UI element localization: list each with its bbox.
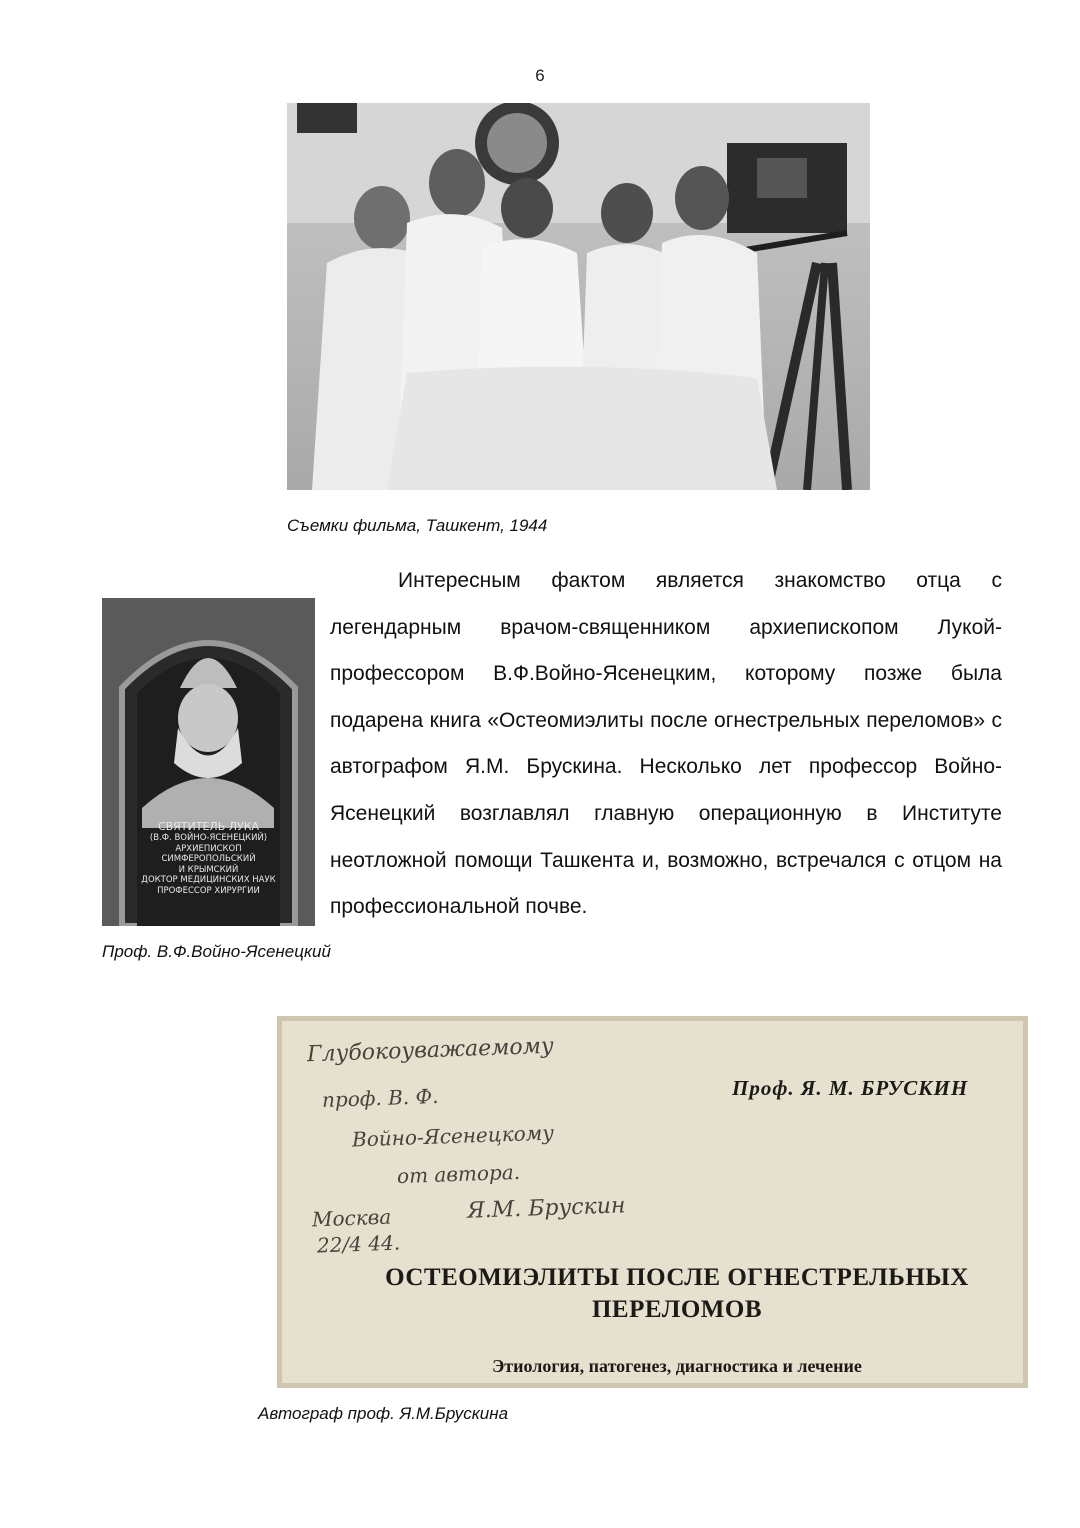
plaque-line: ПРОФЕССОР ХИРУРГИИ xyxy=(157,885,260,896)
book-subtitle: Этиология, патогенез, диагностика и лечение xyxy=(492,1356,862,1376)
book-author: Проф. Я. М. БРУСКИН xyxy=(732,1076,969,1100)
film-shooting-photo xyxy=(287,103,870,490)
book-title xyxy=(317,1262,1028,1326)
book-title-line: ПЕРЕЛОМОВ xyxy=(591,1296,763,1323)
plaque-photo xyxy=(102,598,315,926)
plaque-line: СИМФЕРОПОЛЬСКИЙ xyxy=(161,854,256,864)
film-photo-caption: Съемки фильма, Ташкент, 1944 xyxy=(287,516,548,535)
handwriting-line: Глубокоуважаемому xyxy=(306,1033,555,1068)
body-paragraph xyxy=(330,558,1002,931)
autograph-photo xyxy=(277,1016,1028,1388)
film-shooting-illustration xyxy=(287,103,870,490)
aged-paper-texture xyxy=(277,1016,1028,1388)
plaque-photo-caption: Проф. В.Ф.Войно-Ясенецкий xyxy=(102,942,331,961)
plaque-line: (В.Ф. ВОЙНО-ЯСЕНЕЦКИЙ) xyxy=(149,833,268,843)
body-paragraph-text: Интересным фактом является знакомство отца с легендарным врачом-священником архиепископом Лукой-профессором В.Ф.Войно-Ясенецким, которому позже была подарена книга «Остеомиэлиты после огнестрельных переломов» с автографом Я.М. Брускина. Несколько лет профессор Войно-Ясенецкий возглавлял главную операционную в Институте неотложной помощи Ташкента и, возможно, встречался с отцом на профессиональной почве. xyxy=(330,569,1002,919)
plaque-inscription xyxy=(132,820,285,896)
book-title-line: ОСТЕОМИЭЛИТЫ ПОСЛЕ ОГНЕСТРЕЛЬНЫХ xyxy=(385,1264,969,1291)
plaque-line: ДОКТОР МЕДИЦИНСКИХ НАУК xyxy=(141,875,276,885)
handwriting-signature: Я.М. Брускин xyxy=(466,1193,626,1224)
handwriting-line: 22/4 44. xyxy=(316,1230,401,1258)
handwriting-line: от автора. xyxy=(396,1159,521,1189)
plaque-line: И КРЫМСКИЙ xyxy=(178,864,239,875)
plaque-line: АРХИЕПИСКОП xyxy=(175,843,242,854)
autograph-photo-caption: Автограф проф. Я.М.Брускина xyxy=(258,1404,509,1423)
handwriting-line: Войно-Ясенецкому xyxy=(351,1120,555,1152)
plaque-line: СВЯТИТЕЛЬ ЛУКА xyxy=(157,820,260,833)
handwriting-line: проф. В. Ф. xyxy=(321,1083,439,1113)
handwriting-line: Москва xyxy=(311,1204,392,1232)
page-number: 6 xyxy=(535,66,545,85)
